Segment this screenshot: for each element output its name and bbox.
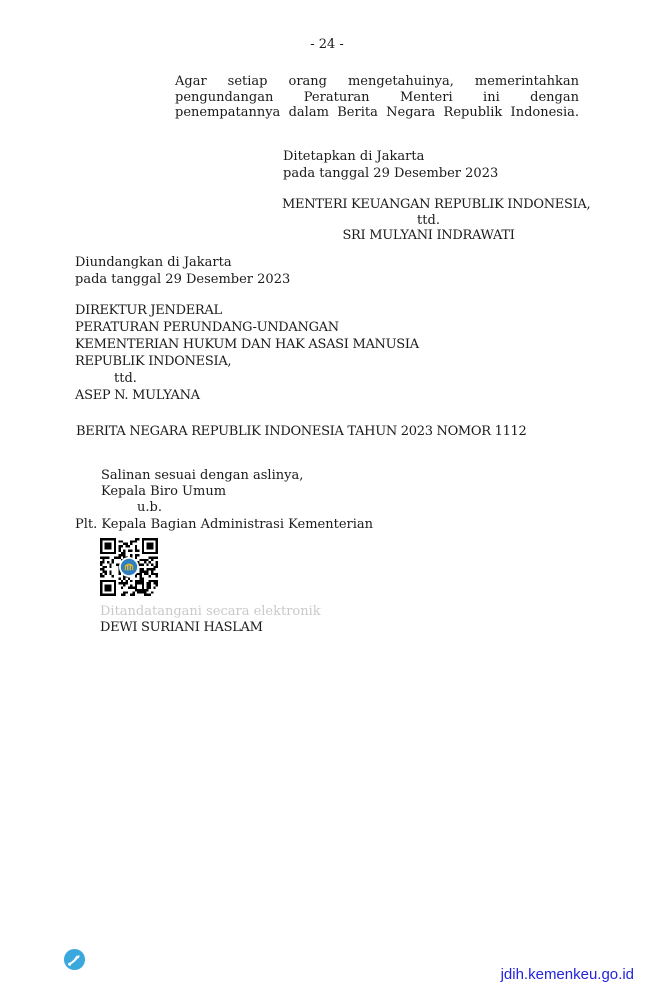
signer-name: DEWI SURIANI HASLAM <box>100 620 263 635</box>
minister-title: MENTERI KEUANGAN REPUBLIK INDONESIA, <box>282 197 591 212</box>
attestation-line: Plt. Kepala Bagian Administrasi Kementerian <box>75 516 374 532</box>
enactment-date-line: pada tanggal 29 Desember 2023 <box>283 166 499 181</box>
closing-paragraph: Agar setiap orang mengetahuinya, memerintahkan pengundangan Peraturan Menteri ini dengan penempatannya dalam Berita Negara Republik Indonesia. <box>175 74 579 120</box>
jdih-site-link[interactable]: jdih.kemenkeu.go.id <box>500 966 634 983</box>
jdih-swoosh-logo-icon <box>63 948 86 971</box>
minister-signature-block <box>282 197 591 244</box>
dg-name: ASEP N. MULYANA <box>75 387 200 403</box>
attestation-line: Salinan sesuai dengan aslinya, <box>101 468 304 483</box>
promulgation-date-line: pada tanggal 29 Desember 2023 <box>75 272 291 287</box>
copy-attestation-block <box>75 468 373 533</box>
dg-title-line: KEMENTERIAN HUKUM DAN HAK ASASI MANUSIA <box>75 336 419 352</box>
dg-title-line: PERATURAN PERUNDANG-UNDANGAN <box>75 319 339 335</box>
enactment-place-line: Ditetapkan di Jakarta <box>283 149 425 164</box>
electronic-signature-note: Ditandatangani secara elektronik <box>100 604 321 619</box>
promulgation-place-line: Diundangkan di Jakarta <box>75 255 232 270</box>
attestation-line: u.b. <box>137 500 162 516</box>
minister-name: SRI MULYANI INDRAWATI <box>342 228 515 243</box>
kemenkeu-emblem-icon <box>119 557 139 577</box>
qr-code-icon <box>100 538 158 596</box>
director-general-signature-block <box>75 303 419 404</box>
state-gazette-line: BERITA NEGARA REPUBLIK INDONESIA TAHUN 2023 NOMOR 1112 <box>76 424 527 439</box>
minister-ttd: ttd. <box>417 212 440 228</box>
dg-ttd: ttd. <box>114 370 137 386</box>
page-number: - 24 - <box>310 37 344 52</box>
attestation-line: Kepala Biro Umum <box>101 484 227 500</box>
enactment-place-date <box>283 148 498 182</box>
dg-title-line: DIREKTUR JENDERAL <box>75 303 222 318</box>
dg-title-line: REPUBLIK INDONESIA, <box>75 353 232 369</box>
promulgation-place-date <box>75 254 290 288</box>
